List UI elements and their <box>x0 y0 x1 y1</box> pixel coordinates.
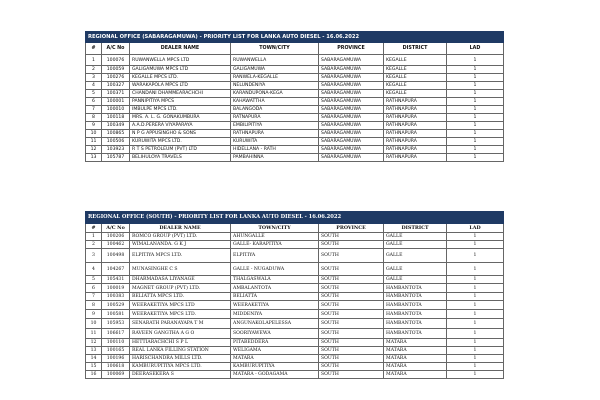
cell-dealer-name: A.A.D.PERERA VIYAPARAYA <box>130 122 231 130</box>
cell-dealer-name: BELIHULOYA TRAVELS <box>130 154 231 162</box>
cell-dealer-name: WARAKAPOLA MPCS LTD <box>130 82 231 90</box>
cell-number: 5 <box>86 276 102 284</box>
cell-district: HAMBANTOTA <box>384 329 447 339</box>
cell-province: SOUTH <box>319 301 384 310</box>
cell-dealer-name: RUWANWELLA MPCS LTD <box>130 55 231 66</box>
cell-town: BELIATTA <box>231 293 319 301</box>
col-header-lad: LAD <box>447 224 504 233</box>
cell-account: 100165 <box>102 347 130 355</box>
cell-town: MATARA <box>231 355 319 363</box>
cell-town: KAMBURUPITIYA <box>231 363 319 371</box>
table-row <box>86 130 504 138</box>
cell-province: SABARAGAMUWA <box>319 138 384 146</box>
col-header-dealer: DEALER NAME <box>130 43 231 55</box>
cell-district: HAMBANTOTA <box>384 301 447 310</box>
cell-district: MATARA <box>384 363 447 371</box>
cell-district: MATARA <box>384 355 447 363</box>
cell-district: GALLE <box>384 249 447 263</box>
cell-town: WELIGAMA <box>231 347 319 355</box>
cell-number: 10 <box>86 319 102 329</box>
table-row <box>86 106 504 114</box>
cell-town: GALLE - NUGADUWA <box>231 263 319 276</box>
cell-number: 12 <box>86 146 102 154</box>
cell-province: SABARAGAMUWA <box>319 154 384 162</box>
cell-district: KEGALLE <box>384 90 447 98</box>
cell-town: AMBALANTOTA <box>231 284 319 293</box>
cell-district: RATHNAPURA <box>384 106 447 114</box>
table-row <box>86 355 504 363</box>
cell-province: SOUTH <box>319 241 384 249</box>
cell-lad: 1 <box>447 66 504 74</box>
cell-town: PITABEDDERA <box>231 339 319 347</box>
cell-account: 100010 <box>102 106 130 114</box>
col-header-district: DISTRICT <box>384 224 447 233</box>
cell-lad: 1 <box>447 339 504 347</box>
cell-number: 4 <box>86 82 102 90</box>
cell-province: SOUTH <box>319 319 384 329</box>
cell-lad: 1 <box>447 90 504 98</box>
cell-town: RATNAPURA <box>231 114 319 122</box>
cell-dealer-name: WIMALANANDA. G K J <box>130 241 231 249</box>
table-row <box>86 249 504 263</box>
cell-province: SOUTH <box>319 347 384 355</box>
cell-district: HAMBANTOTA <box>384 319 447 329</box>
cell-province: SOUTH <box>319 276 384 284</box>
cell-number: 11 <box>86 329 102 339</box>
cell-number: 6 <box>86 98 102 106</box>
cell-town: BALANGODA <box>231 106 319 114</box>
cell-district: GALLE <box>384 233 447 241</box>
table-row <box>86 241 504 249</box>
cell-district: KEGALLE <box>384 55 447 66</box>
cell-town: WEERAKETIYA <box>231 301 319 310</box>
cell-account: 100529 <box>102 301 130 310</box>
cell-province: SOUTH <box>319 293 384 301</box>
table-row <box>86 146 504 154</box>
col-header-district: DISTRICT <box>384 43 447 55</box>
cell-number: 8 <box>86 114 102 122</box>
cell-account: 100069 <box>102 371 130 379</box>
cell-account: 100506 <box>102 138 130 146</box>
table-row <box>86 154 504 162</box>
cell-number: 1 <box>86 55 102 66</box>
table-row <box>86 284 504 293</box>
cell-lad: 1 <box>447 74 504 82</box>
south-priority-table <box>85 211 503 379</box>
cell-province: SABARAGAMUWA <box>319 130 384 138</box>
cell-district: MATARA <box>384 347 447 355</box>
cell-number: 1 <box>86 233 102 241</box>
cell-number: 2 <box>86 66 102 74</box>
cell-dealer-name: HETTIARACHCHI S P L <box>130 339 231 347</box>
table-row <box>86 301 504 310</box>
cell-province: SABARAGAMUWA <box>319 114 384 122</box>
cell-number: 15 <box>86 363 102 371</box>
cell-province: SABARAGAMUWA <box>319 66 384 74</box>
cell-dealer-name: PANNIPITIYA MPCS <box>130 98 231 106</box>
cell-number: 13 <box>86 154 102 162</box>
table-row <box>86 293 504 301</box>
cell-town: THALGASWALA <box>231 276 319 284</box>
cell-district: RATHNAPURA <box>384 98 447 106</box>
cell-province: SABARAGAMUWA <box>319 106 384 114</box>
cell-lad: 1 <box>447 293 504 301</box>
cell-dealer-name: N P G APPUSINGHO & SONS <box>130 130 231 138</box>
table-body <box>86 233 504 379</box>
cell-account: 100196 <box>102 355 130 363</box>
cell-account: 100371 <box>102 90 130 98</box>
cell-dealer-name: ELPITIYA MPCS LTD. <box>130 249 231 263</box>
cell-lad: 1 <box>447 249 504 263</box>
cell-lad: 1 <box>447 347 504 355</box>
cell-dealer-name: BELIATTA MPCS LTD. <box>130 293 231 301</box>
cell-dealer-name: GALIGAMUWA MPCS LTD <box>130 66 231 74</box>
col-header-town: TOWN/CITY <box>231 43 319 55</box>
cell-province: SOUTH <box>319 363 384 371</box>
cell-lad: 1 <box>447 276 504 284</box>
cell-dealer-name: KAMBURUPITIYA MPCS LTD. <box>130 363 231 371</box>
cell-dealer-name: CHANDANI DHAMMEARACHCHI <box>130 90 231 98</box>
cell-dealer-name: HARISCHANDRA MILLS LTD. <box>130 355 231 363</box>
cell-account: 100076 <box>102 55 130 66</box>
cell-lad: 1 <box>447 82 504 90</box>
cell-province: SOUTH <box>319 339 384 347</box>
cell-town: AHUNGALLE <box>231 233 319 241</box>
cell-town: HIDELLANA - RATH <box>231 146 319 154</box>
cell-district: RATHNAPURA <box>384 146 447 154</box>
cell-district: HAMBANTOTA <box>384 293 447 301</box>
cell-province: SOUTH <box>319 329 384 339</box>
cell-number: 4 <box>86 263 102 276</box>
cell-lad: 1 <box>447 355 504 363</box>
cell-number: 7 <box>86 293 102 301</box>
cell-town: ELPITIYA <box>231 249 319 263</box>
table-title: REGIONAL OFFICE (SOUTH) - PRIORITY LIST FOR LANKA AUTO DIESEL - 16.06.2022 <box>86 212 504 224</box>
cell-district: RATHNAPURA <box>384 138 447 146</box>
cell-province: SABARAGAMUWA <box>319 122 384 130</box>
cell-province: SABARAGAMUWA <box>319 74 384 82</box>
cell-town: GALIGAMUWA <box>231 66 319 74</box>
cell-number: 6 <box>86 284 102 293</box>
cell-account: 100110 <box>102 339 130 347</box>
cell-town: SOORIYAWEWA <box>231 329 319 339</box>
cell-lad: 1 <box>447 310 504 319</box>
table-row <box>86 98 504 106</box>
cell-dealer-name: KEGALLE MPCS LTD. <box>130 74 231 82</box>
cell-account: 100206 <box>102 233 130 241</box>
cell-number: 16 <box>86 371 102 379</box>
table-row <box>86 310 504 319</box>
table-row <box>86 347 504 355</box>
cell-dealer-name: DHARMADASA LIYANAGE <box>130 276 231 284</box>
cell-dealer-name: IMBULPE MPCS LTD. <box>130 106 231 114</box>
cell-account: 100349 <box>102 122 130 130</box>
table-row <box>86 339 504 347</box>
cell-number: 5 <box>86 90 102 98</box>
cell-province: SOUTH <box>319 284 384 293</box>
cell-town: ANGUNAKOLAPELESSA <box>231 319 319 329</box>
table-row <box>86 319 504 329</box>
cell-dealer-name: REAL LANKA FILLING STATION <box>130 347 231 355</box>
cell-district: KEGALLE <box>384 82 447 90</box>
cell-lad: 1 <box>447 329 504 339</box>
cell-dealer-name: MUNASINGHE C S <box>130 263 231 276</box>
cell-town: KAHAWATTHA <box>231 98 319 106</box>
cell-account: 100019 <box>102 284 130 293</box>
cell-lad: 1 <box>447 114 504 122</box>
cell-account: 100498 <box>102 249 130 263</box>
cell-dealer-name: WEERAKETIYA MPCS LTD. <box>130 310 231 319</box>
cell-account: 104267 <box>102 263 130 276</box>
cell-district: RATHNAPURA <box>384 122 447 130</box>
table-row <box>86 114 504 122</box>
cell-account: 100327 <box>102 82 130 90</box>
cell-province: SABARAGAMUWA <box>319 146 384 154</box>
cell-town: NELUNDENIYA <box>231 82 319 90</box>
cell-number: 2 <box>86 241 102 249</box>
cell-account: 103923 <box>102 146 130 154</box>
col-header-account: A/C No <box>102 224 130 233</box>
cell-province: SABARAGAMUWA <box>319 82 384 90</box>
cell-district: KEGALLE <box>384 74 447 82</box>
table-row <box>86 233 504 241</box>
cell-lad: 1 <box>447 233 504 241</box>
cell-dealer-name: SENARATH PARANAYAPA T M <box>130 319 231 329</box>
cell-town: RATHNAPURA <box>231 130 319 138</box>
cell-account: 100865 <box>102 130 130 138</box>
cell-district: KEGALLE <box>384 66 447 74</box>
cell-lad: 1 <box>447 98 504 106</box>
table-row <box>86 82 504 90</box>
table-row <box>86 363 504 371</box>
table-row <box>86 74 504 82</box>
cell-district: GALLE <box>384 241 447 249</box>
cell-province: SABARAGAMUWA <box>319 90 384 98</box>
cell-number: 14 <box>86 355 102 363</box>
cell-dealer-name: ROMCO GROUP (PVT) LTD. <box>130 233 231 241</box>
cell-account: 106617 <box>102 329 130 339</box>
cell-district: MATARA <box>384 339 447 347</box>
cell-dealer-name: MRS. A. L. G. GONAKUMBURA <box>130 114 231 122</box>
col-header-province: PROVINCE <box>319 43 384 55</box>
cell-number: 13 <box>86 347 102 355</box>
cell-lad: 1 <box>447 146 504 154</box>
cell-lad: 1 <box>447 284 504 293</box>
cell-account: 100618 <box>102 363 130 371</box>
cell-dealer-name: DEERASEKERA S <box>130 371 231 379</box>
cell-province: SABARAGAMUWA <box>319 98 384 106</box>
cell-lad: 1 <box>447 363 504 371</box>
col-header-town: TOWN/CITY <box>231 224 319 233</box>
cell-number: 8 <box>86 301 102 310</box>
cell-number: 3 <box>86 74 102 82</box>
cell-lad: 1 <box>447 106 504 114</box>
col-header-lad: LAD <box>447 43 504 55</box>
cell-number: 12 <box>86 339 102 347</box>
table-row <box>86 90 504 98</box>
table-title: REGIONAL OFFICE (SABARAGAMUWA) - PRIORITY LIST FOR LANKA AUTO DIESEL - 16.06.2022 <box>86 32 504 43</box>
table-body <box>86 55 504 162</box>
sabaragamuwa-priority-table <box>85 31 503 162</box>
cell-lad: 1 <box>447 241 504 249</box>
cell-town: MATARA - GODAGAMA <box>231 371 319 379</box>
cell-number: 9 <box>86 310 102 319</box>
cell-district: HAMBANTOTA <box>384 284 447 293</box>
cell-dealer-name: R T S PETROLEUM (PVT) LTD <box>130 146 231 154</box>
cell-town: RUWANWELLA <box>231 55 319 66</box>
cell-account: 100001 <box>102 98 130 106</box>
cell-district: RATHNAPURA <box>384 154 447 162</box>
cell-number: 7 <box>86 106 102 114</box>
cell-dealer-name: KURUWITA MPCS LTD. <box>130 138 231 146</box>
col-header-account: A/C No <box>102 43 130 55</box>
cell-lad: 1 <box>447 138 504 146</box>
cell-town: RANWELA-KEGALLE <box>231 74 319 82</box>
cell-province: SOUTH <box>319 233 384 241</box>
table-row <box>86 122 504 130</box>
col-header-province: PROVINCE <box>319 224 384 233</box>
cell-account: 100059 <box>102 66 130 74</box>
table-row <box>86 276 504 284</box>
table-row <box>86 371 504 379</box>
cell-lad: 1 <box>447 263 504 276</box>
cell-lad: 1 <box>447 371 504 379</box>
cell-account: 100581 <box>102 310 130 319</box>
table-row <box>86 66 504 74</box>
col-header-number: # <box>86 43 102 55</box>
cell-number: 3 <box>86 249 102 263</box>
cell-dealer-name: RAVEEN GANGTHA A G O <box>130 329 231 339</box>
cell-account: 100118 <box>102 114 130 122</box>
cell-lad: 1 <box>447 130 504 138</box>
cell-lad: 1 <box>447 55 504 66</box>
cell-town: KURUWITA <box>231 138 319 146</box>
cell-account: 105953 <box>102 319 130 329</box>
cell-account: 105787 <box>102 154 130 162</box>
cell-dealer-name: MAGNET GROUP (PVT) LTD. <box>130 284 231 293</box>
cell-dealer-name: WEERAKETIYA MPCS LTD <box>130 301 231 310</box>
cell-number: 11 <box>86 138 102 146</box>
table-row <box>86 138 504 146</box>
cell-province: SOUTH <box>319 310 384 319</box>
cell-lad: 1 <box>447 319 504 329</box>
cell-district: GALLE <box>384 263 447 276</box>
cell-district: RATHNAPURA <box>384 114 447 122</box>
cell-number: 9 <box>86 122 102 130</box>
cell-district: MATARA <box>384 371 447 379</box>
cell-lad: 1 <box>447 301 504 310</box>
cell-account: 100276 <box>102 74 130 82</box>
cell-town: PAMBAHINNA <box>231 154 319 162</box>
cell-town: MIDDENIYA <box>231 310 319 319</box>
cell-lad: 1 <box>447 122 504 130</box>
cell-town: GALLE- KARAPITIYA <box>231 241 319 249</box>
table-row <box>86 329 504 339</box>
table-row <box>86 55 504 66</box>
col-header-dealer: DEALER NAME <box>130 224 231 233</box>
cell-lad: 1 <box>447 154 504 162</box>
cell-province: SOUTH <box>319 249 384 263</box>
cell-district: HAMBANTOTA <box>384 310 447 319</box>
cell-province: SOUTH <box>319 371 384 379</box>
cell-district: RATHNAPURA <box>384 130 447 138</box>
cell-town: KARANDUPONA-KEGA <box>231 90 319 98</box>
cell-district: GALLE <box>384 276 447 284</box>
cell-number: 10 <box>86 130 102 138</box>
cell-account: 100462 <box>102 241 130 249</box>
cell-province: SABARAGAMUWA <box>319 55 384 66</box>
cell-account: 105431 <box>102 276 130 284</box>
cell-town: EMBILIPITIYA <box>231 122 319 130</box>
cell-province: SOUTH <box>319 263 384 276</box>
cell-account: 100383 <box>102 293 130 301</box>
col-header-number: # <box>86 224 102 233</box>
table-row <box>86 263 504 276</box>
cell-province: SOUTH <box>319 355 384 363</box>
